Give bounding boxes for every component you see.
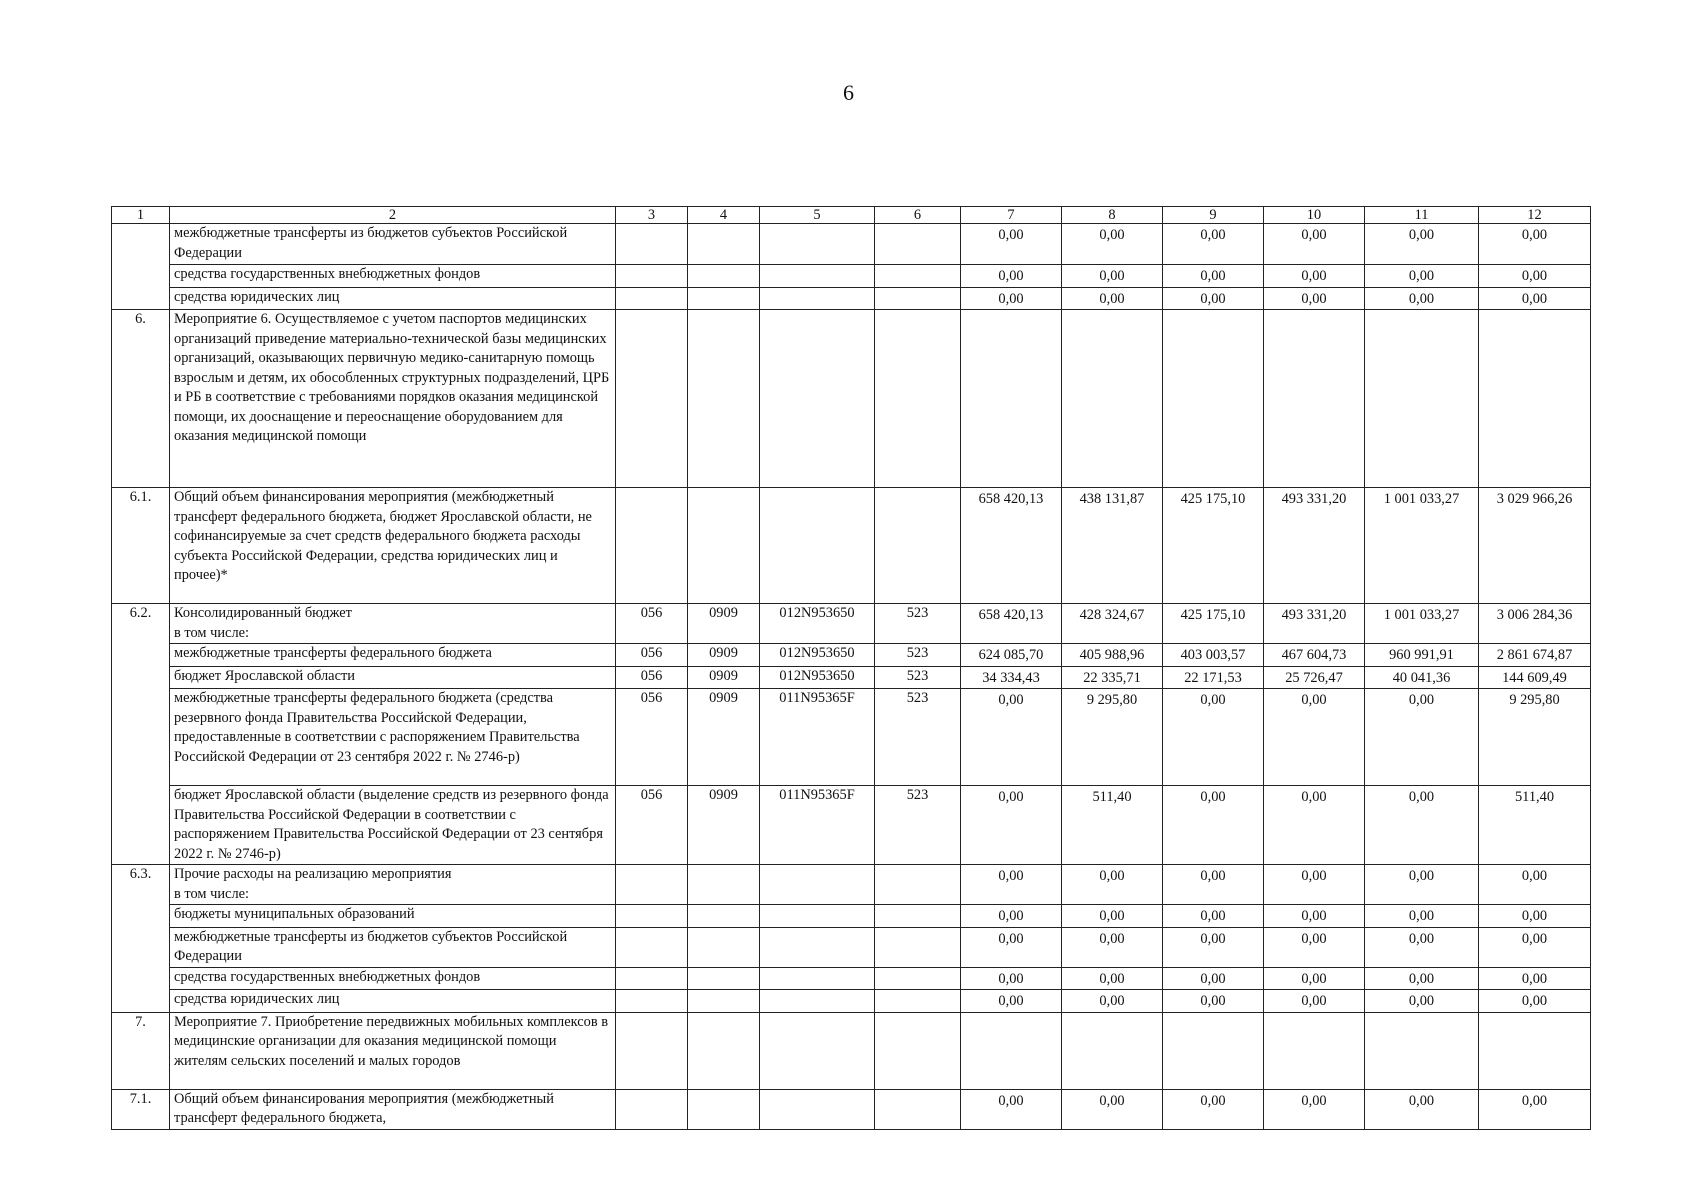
ministry-code (616, 287, 688, 310)
amount-col-12: 0,00 (1479, 927, 1591, 967)
table-row (112, 1089, 1591, 1129)
amount-col-10: 0,00 (1264, 786, 1365, 865)
target-article-code (760, 905, 875, 928)
target-article-code (760, 927, 875, 967)
amount-col-7: 0,00 (961, 265, 1062, 288)
ministry-code (616, 1012, 688, 1089)
ministry-code: 056 (616, 644, 688, 667)
amount-col-11: 0,00 (1365, 689, 1479, 786)
amount-col-8: 0,00 (1062, 1089, 1163, 1129)
target-article-code: 012N953650 (760, 644, 875, 667)
section-code (688, 927, 760, 967)
column-number-header: 3 (616, 207, 688, 224)
amount-col-11 (1365, 310, 1479, 488)
row-number: 7. (112, 1012, 170, 1089)
amount-col-9: 403 003,57 (1163, 644, 1264, 667)
amount-col-12: 511,40 (1479, 786, 1591, 865)
amount-col-10 (1264, 1012, 1365, 1089)
row-number (112, 224, 170, 310)
amount-col-7: 34 334,43 (961, 666, 1062, 689)
row-description: бюджеты муниципальных образований (170, 905, 616, 928)
row-description: Мероприятие 6. Осуществляемое с учетом паспортов медицинских организаций приведение материально-технической базы медицинских организаций, оказывающих первичную медико-санитарную помощь взрослым и детям, их обособленных структурных подразделений, ЦРБ и РБ в соответствие с требованиями порядков оказания медицинской помощи, их дооснащение и переоснащение оборудованием для оказания медицинской помощи (170, 310, 616, 488)
amount-col-9: 425 175,10 (1163, 604, 1264, 644)
amount-col-9: 0,00 (1163, 786, 1264, 865)
section-code (688, 287, 760, 310)
ministry-code (616, 265, 688, 288)
amount-col-12: 0,00 (1479, 905, 1591, 928)
ministry-code (616, 967, 688, 990)
amount-col-7: 0,00 (961, 224, 1062, 265)
amount-col-11: 0,00 (1365, 865, 1479, 905)
amount-col-11: 0,00 (1365, 265, 1479, 288)
amount-col-9: 0,00 (1163, 1089, 1264, 1129)
section-code: 0909 (688, 644, 760, 667)
amount-col-12: 9 295,80 (1479, 689, 1591, 786)
amount-col-8 (1062, 1012, 1163, 1089)
amount-col-11: 0,00 (1365, 967, 1479, 990)
column-number-header: 4 (688, 207, 760, 224)
table-row (112, 786, 1591, 865)
target-article-code (760, 488, 875, 604)
ministry-code (616, 927, 688, 967)
row-description: средства государственных внебюджетных фондов (170, 265, 616, 288)
table-row (112, 905, 1591, 928)
amount-col-7: 0,00 (961, 786, 1062, 865)
column-number-header: 8 (1062, 207, 1163, 224)
amount-col-8: 22 335,71 (1062, 666, 1163, 689)
ministry-code (616, 990, 688, 1013)
amount-col-8: 0,00 (1062, 967, 1163, 990)
target-article-code (760, 287, 875, 310)
expense-type-code (875, 265, 961, 288)
amount-col-10: 493 331,20 (1264, 488, 1365, 604)
amount-col-11: 0,00 (1365, 905, 1479, 928)
amount-col-7 (961, 310, 1062, 488)
section-code: 0909 (688, 786, 760, 865)
table-row (112, 604, 1591, 644)
target-article-code: 012N953650 (760, 604, 875, 644)
amount-col-12: 0,00 (1479, 990, 1591, 1013)
amount-col-11: 0,00 (1365, 1089, 1479, 1129)
amount-col-10: 493 331,20 (1264, 604, 1365, 644)
table-row (112, 488, 1591, 604)
amount-col-8: 0,00 (1062, 865, 1163, 905)
amount-col-8: 0,00 (1062, 927, 1163, 967)
target-article-code (760, 1089, 875, 1129)
expense-type-code (875, 967, 961, 990)
amount-col-9: 0,00 (1163, 287, 1264, 310)
row-description: Общий объем финансирования мероприятия (межбюджетный трансферт федерального бюджета, бюджет Ярославской области, не софинансируемые за счет средств федерального бюджета расходы субъекта Российской Федерации, средства юридических лиц и прочее)* (170, 488, 616, 604)
amount-col-11: 960 991,91 (1365, 644, 1479, 667)
row-description: межбюджетные трансферты федерального бюджета (средства резервного фонда Правительства Российской Федерации, предоставленные в соответствии с распоряжением Правительства Российской Федерации от 23 сентября 2022 г. № 2746-р) (170, 689, 616, 786)
amount-col-12: 0,00 (1479, 865, 1591, 905)
expense-type-code (875, 1012, 961, 1089)
amount-col-10: 25 726,47 (1264, 666, 1365, 689)
amount-col-7: 658 420,13 (961, 604, 1062, 644)
amount-col-8: 0,00 (1062, 990, 1163, 1013)
row-description: межбюджетные трансферты федерального бюджета (170, 644, 616, 667)
amount-col-12: 3 006 284,36 (1479, 604, 1591, 644)
row-description: средства юридических лиц (170, 287, 616, 310)
row-number: 6.3. (112, 865, 170, 1013)
amount-col-9: 0,00 (1163, 905, 1264, 928)
row-number: 7.1. (112, 1089, 170, 1129)
ministry-code (616, 905, 688, 928)
amount-col-8: 0,00 (1062, 905, 1163, 928)
amount-col-7: 0,00 (961, 967, 1062, 990)
target-article-code: 011N95365F (760, 786, 875, 865)
section-code (688, 905, 760, 928)
amount-col-11: 0,00 (1365, 927, 1479, 967)
amount-col-8: 0,00 (1062, 287, 1163, 310)
section-code: 0909 (688, 666, 760, 689)
amount-col-12: 2 861 674,87 (1479, 644, 1591, 667)
amount-col-11: 0,00 (1365, 786, 1479, 865)
section-code: 0909 (688, 689, 760, 786)
expense-type-code (875, 865, 961, 905)
amount-col-7: 0,00 (961, 1089, 1062, 1129)
ministry-code (616, 488, 688, 604)
amount-col-9 (1163, 310, 1264, 488)
amount-col-10: 467 604,73 (1264, 644, 1365, 667)
target-article-code (760, 224, 875, 265)
amount-col-9: 0,00 (1163, 265, 1264, 288)
column-number-header: 2 (170, 207, 616, 224)
amount-col-7: 0,00 (961, 689, 1062, 786)
amount-col-7: 658 420,13 (961, 488, 1062, 604)
page-number: 6 (843, 80, 854, 105)
amount-col-10: 0,00 (1264, 990, 1365, 1013)
target-article-code (760, 310, 875, 488)
target-article-code (760, 1012, 875, 1089)
row-description: Общий объем финансирования мероприятия (межбюджетный трансферт федерального бюджета, (170, 1089, 616, 1129)
amount-col-7: 0,00 (961, 990, 1062, 1013)
table-row (112, 224, 1591, 265)
amount-col-12: 0,00 (1479, 265, 1591, 288)
amount-col-9: 0,00 (1163, 967, 1264, 990)
expense-type-code (875, 287, 961, 310)
column-number-header: 7 (961, 207, 1062, 224)
table-row (112, 865, 1591, 905)
expense-type-code (875, 990, 961, 1013)
section-code (688, 265, 760, 288)
amount-col-8: 438 131,87 (1062, 488, 1163, 604)
column-number-header: 10 (1264, 207, 1365, 224)
amount-col-10: 0,00 (1264, 967, 1365, 990)
amount-col-10: 0,00 (1264, 927, 1365, 967)
amount-col-7: 0,00 (961, 927, 1062, 967)
target-article-code (760, 265, 875, 288)
row-description: средства юридических лиц (170, 990, 616, 1013)
amount-col-10 (1264, 310, 1365, 488)
amount-col-8: 0,00 (1062, 265, 1163, 288)
expense-type-code: 523 (875, 689, 961, 786)
amount-col-10: 0,00 (1264, 287, 1365, 310)
table-row (112, 927, 1591, 967)
table-row (112, 310, 1591, 488)
amount-col-10: 0,00 (1264, 865, 1365, 905)
amount-col-8: 511,40 (1062, 786, 1163, 865)
table-row (112, 666, 1591, 689)
ministry-code (616, 310, 688, 488)
amount-col-9: 0,00 (1163, 927, 1264, 967)
amount-col-11: 0,00 (1365, 990, 1479, 1013)
column-number-header: 5 (760, 207, 875, 224)
amount-col-8: 405 988,96 (1062, 644, 1163, 667)
column-number-header: 12 (1479, 207, 1591, 224)
amount-col-12 (1479, 1012, 1591, 1089)
table-row (112, 1012, 1591, 1089)
ministry-code: 056 (616, 786, 688, 865)
amount-col-7 (961, 1012, 1062, 1089)
expense-type-code: 523 (875, 604, 961, 644)
target-article-code (760, 865, 875, 905)
row-number: 6.2. (112, 604, 170, 865)
amount-col-8: 9 295,80 (1062, 689, 1163, 786)
column-number-header: 6 (875, 207, 961, 224)
amount-col-9: 425 175,10 (1163, 488, 1264, 604)
amount-col-10: 0,00 (1264, 905, 1365, 928)
table-row (112, 644, 1591, 667)
amount-col-11: 0,00 (1365, 287, 1479, 310)
expense-type-code (875, 927, 961, 967)
section-code (688, 1089, 760, 1129)
row-number: 6.1. (112, 488, 170, 604)
amount-col-8 (1062, 310, 1163, 488)
expense-type-code: 523 (875, 666, 961, 689)
table-row (112, 990, 1591, 1013)
column-number-header: 9 (1163, 207, 1264, 224)
amount-col-8: 428 324,67 (1062, 604, 1163, 644)
amount-col-11: 40 041,36 (1365, 666, 1479, 689)
row-description: Мероприятие 7. Приобретение передвижных мобильных комплексов в медицинские организации для оказания медицинской помощи жителям сельских поселений и малых городов (170, 1012, 616, 1089)
amount-col-9: 0,00 (1163, 990, 1264, 1013)
column-number-header: 11 (1365, 207, 1479, 224)
expense-type-code (875, 905, 961, 928)
ministry-code (616, 224, 688, 265)
amount-col-12: 0,00 (1479, 224, 1591, 265)
amount-col-9: 0,00 (1163, 865, 1264, 905)
amount-col-7: 0,00 (961, 287, 1062, 310)
section-code (688, 990, 760, 1013)
section-code (688, 224, 760, 265)
amount-col-11: 0,00 (1365, 224, 1479, 265)
row-description: межбюджетные трансферты из бюджетов субъектов Российской Федерации (170, 224, 616, 265)
amount-col-9 (1163, 1012, 1264, 1089)
amount-col-12 (1479, 310, 1591, 488)
section-code (688, 310, 760, 488)
amount-col-8: 0,00 (1062, 224, 1163, 265)
amount-col-10: 0,00 (1264, 689, 1365, 786)
expense-type-code (875, 224, 961, 265)
section-code (688, 488, 760, 604)
amount-col-9: 22 171,53 (1163, 666, 1264, 689)
row-number: 6. (112, 310, 170, 488)
section-code (688, 967, 760, 990)
ministry-code (616, 865, 688, 905)
section-code (688, 1012, 760, 1089)
expense-type-code: 523 (875, 786, 961, 865)
amount-col-9: 0,00 (1163, 224, 1264, 265)
amount-col-11: 1 001 033,27 (1365, 488, 1479, 604)
amount-col-9: 0,00 (1163, 689, 1264, 786)
target-article-code: 012N953650 (760, 666, 875, 689)
amount-col-12: 144 609,49 (1479, 666, 1591, 689)
amount-col-10: 0,00 (1264, 1089, 1365, 1129)
amount-col-10: 0,00 (1264, 265, 1365, 288)
target-article-code (760, 990, 875, 1013)
budget-table (111, 206, 1591, 1130)
column-number-header-row (112, 207, 1591, 224)
amount-col-12: 3 029 966,26 (1479, 488, 1591, 604)
row-description: межбюджетные трансферты из бюджетов субъектов Российской Федерации (170, 927, 616, 967)
amount-col-12: 0,00 (1479, 967, 1591, 990)
amount-col-7: 0,00 (961, 865, 1062, 905)
row-description: Консолидированный бюджет в том числе: (170, 604, 616, 644)
table-row (112, 689, 1591, 786)
ministry-code: 056 (616, 689, 688, 786)
table-row (112, 287, 1591, 310)
expense-type-code (875, 488, 961, 604)
target-article-code (760, 967, 875, 990)
expense-type-code (875, 1089, 961, 1129)
row-description: бюджет Ярославской области (170, 666, 616, 689)
column-number-header: 1 (112, 207, 170, 224)
ministry-code (616, 1089, 688, 1129)
target-article-code: 011N95365F (760, 689, 875, 786)
section-code: 0909 (688, 604, 760, 644)
amount-col-12: 0,00 (1479, 1089, 1591, 1129)
row-description: Прочие расходы на реализацию мероприятия в том числе: (170, 865, 616, 905)
table-row (112, 265, 1591, 288)
row-description: бюджет Ярославской области (выделение средств из резервного фонда Правительства Российской Федерации в соответствии с распоряжением Правительства Российской Федерации от 23 сентября 2022 г. № 2746-р) (170, 786, 616, 865)
amount-col-11: 1 001 033,27 (1365, 604, 1479, 644)
ministry-code: 056 (616, 604, 688, 644)
amount-col-7: 624 085,70 (961, 644, 1062, 667)
expense-type-code (875, 310, 961, 488)
section-code (688, 865, 760, 905)
table-row (112, 967, 1591, 990)
ministry-code: 056 (616, 666, 688, 689)
row-description: средства государственных внебюджетных фондов (170, 967, 616, 990)
amount-col-7: 0,00 (961, 905, 1062, 928)
amount-col-12: 0,00 (1479, 287, 1591, 310)
amount-col-11 (1365, 1012, 1479, 1089)
expense-type-code: 523 (875, 644, 961, 667)
amount-col-10: 0,00 (1264, 224, 1365, 265)
